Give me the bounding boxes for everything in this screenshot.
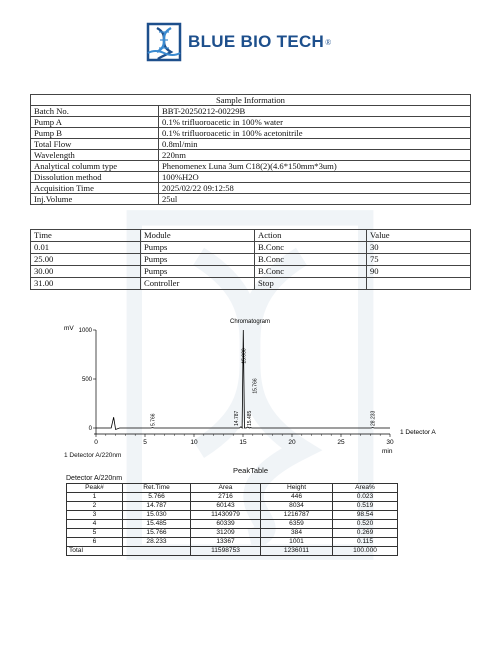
chart-peak-labels <box>151 348 377 426</box>
peak-cell: 5.766 <box>123 493 191 502</box>
gradient-body <box>31 242 471 290</box>
sample-info-row <box>31 150 471 161</box>
peak-cell: 0.115 <box>333 538 398 547</box>
peak-cell: 0.520 <box>333 520 398 529</box>
chart-y-tick-label: 500 <box>81 377 92 383</box>
peak-header-cell: Peak# <box>67 484 123 493</box>
chart-peak-label: 14.787 <box>233 410 240 426</box>
peak-header-row <box>67 484 398 493</box>
gradient-row <box>31 242 471 254</box>
peak-row <box>67 529 398 538</box>
peak-row <box>67 520 398 529</box>
peak-total-cell <box>123 547 191 556</box>
sample-info-value: 0.1% trifluoroacetic in 100% acetonitrile <box>159 128 471 139</box>
gradient-cell: Controller <box>141 278 255 290</box>
peak-total-cell: 1236011 <box>261 547 333 556</box>
peak-cell: 2 <box>67 502 123 511</box>
sample-info-row <box>31 128 471 139</box>
gradient-cell: B.Conc <box>255 266 367 278</box>
peak-cell: 0.519 <box>333 502 398 511</box>
peak-cell: 13367 <box>191 538 261 547</box>
chart-x-axis-label: min <box>382 448 393 455</box>
peak-cell: 28.233 <box>123 538 191 547</box>
peak-cell: 14.787 <box>123 502 191 511</box>
sample-info-header-row <box>31 95 471 106</box>
chart-y-tick-label: 0 <box>88 426 92 432</box>
gradient-cell: 30 <box>367 242 471 254</box>
peak-cell: 15.766 <box>123 529 191 538</box>
sample-info-value: 0.1% trifluoroacetic in 100% water <box>159 117 471 128</box>
chart-peak-label: 5.766 <box>150 413 157 426</box>
peak-total-cell: 100.000 <box>333 547 398 556</box>
gradient-header-cell: Time <box>31 230 141 242</box>
peak-cell: 6 <box>67 538 123 547</box>
gradient-cell: Pumps <box>141 266 255 278</box>
peak-cell: 1216787 <box>261 511 333 520</box>
peak-row <box>67 493 398 502</box>
gradient-cell: Stop <box>255 278 367 290</box>
peak-header-cell: Area <box>191 484 261 493</box>
gradient-header-cell: Action <box>255 230 367 242</box>
chart-trace <box>96 330 390 429</box>
gradient-header-cell: Module <box>141 230 255 242</box>
gradient-cell: 31.00 <box>31 278 141 290</box>
peak-cell: 5 <box>67 529 123 538</box>
peak-cell: 11430979 <box>191 511 261 520</box>
dna-logo-icon <box>146 22 182 62</box>
gradient-row <box>31 278 471 290</box>
chromatogram-chart <box>60 314 440 464</box>
chart-x-tick-label: 30 <box>386 439 394 446</box>
peak-cell: 60339 <box>191 520 261 529</box>
gradient-cell: 25.00 <box>31 254 141 266</box>
sample-info-row <box>31 183 471 194</box>
peak-table-detector: Detector A/220nm <box>66 475 123 482</box>
gradient-program-table <box>30 229 471 290</box>
peak-cell: 15.485 <box>123 520 191 529</box>
sample-info-table <box>30 94 471 205</box>
peak-cell: 0.023 <box>333 493 398 502</box>
sample-info-title: Sample Information <box>31 95 471 106</box>
gradient-header-row <box>31 230 471 242</box>
gradient-cell: 75 <box>367 254 471 266</box>
chart-y-tick-label: 1000 <box>78 328 92 334</box>
peak-cell: 2716 <box>191 493 261 502</box>
sample-info-value: 100%H2O <box>159 172 471 183</box>
peak-cell: 8034 <box>261 502 333 511</box>
sample-info-key: Inj.Volume <box>31 194 159 205</box>
gradient-cell <box>367 278 471 290</box>
peak-cell: 4 <box>67 520 123 529</box>
gradient-cell: 30.00 <box>31 266 141 278</box>
peak-row <box>67 511 398 520</box>
sample-info-row <box>31 117 471 128</box>
peak-total-row <box>67 547 398 556</box>
gradient-cell: Pumps <box>141 254 255 266</box>
sample-info-row <box>31 139 471 150</box>
peak-header-cell: Height <box>261 484 333 493</box>
chart-x-tick-label: 5 <box>143 439 147 446</box>
peak-row <box>67 538 398 547</box>
chart-peak-label: 15.766 <box>252 378 259 394</box>
chart-peak-label: 15.030 <box>241 348 248 364</box>
sample-info-key: Dissolution method <box>31 172 159 183</box>
gradient-row <box>31 266 471 278</box>
peak-cell: 60143 <box>191 502 261 511</box>
chart-x-tick-label: 0 <box>94 439 98 446</box>
chart-footer-label: 1 Detector A/220nm <box>64 452 122 459</box>
sample-info-key: Batch No. <box>31 106 159 117</box>
peak-total-cell: 11598753 <box>191 547 261 556</box>
sample-info-key: Acquisition Time <box>31 183 159 194</box>
chart-peak-label: 28.233 <box>370 410 377 426</box>
sample-info-key: Pump A <box>31 117 159 128</box>
registered-mark: ® <box>325 37 332 47</box>
sample-info-key: Analytical columm type <box>31 161 159 172</box>
peak-cell: 3 <box>67 511 123 520</box>
brand-logo <box>146 22 331 62</box>
sample-info-key: Total Flow <box>31 139 159 150</box>
peak-cell: 446 <box>261 493 333 502</box>
sample-info-value: BBT-20250212-00229B <box>159 106 471 117</box>
peak-row <box>67 502 398 511</box>
chart-y-axis-label: mV <box>64 325 74 332</box>
gradient-cell: Pumps <box>141 242 255 254</box>
chart-series-label: 1 Detector A <box>400 429 436 436</box>
sample-info-value: 0.8ml/min <box>159 139 471 150</box>
chart-peak-label: 15.485 <box>246 410 253 426</box>
sample-info-key: Wavelength <box>31 150 159 161</box>
sample-info-value: 220nm <box>159 150 471 161</box>
gradient-cell: 90 <box>367 266 471 278</box>
sample-info-value: Phenomenex Luna 3um C18(2)(4.6*150mm*3um) <box>159 161 471 172</box>
peak-table-title: PeakTable <box>232 466 269 475</box>
brand-name: BLUE BIO TECH <box>188 32 325 51</box>
peak-cell: 384 <box>261 529 333 538</box>
sample-info-row <box>31 194 471 205</box>
sample-info-row <box>31 172 471 183</box>
peak-cell: 15.030 <box>123 511 191 520</box>
chart-x-tick-label: 15 <box>239 439 247 446</box>
peak-body <box>67 493 398 556</box>
chart-x-tick-label: 20 <box>288 439 296 446</box>
peak-cell: 1001 <box>261 538 333 547</box>
sample-info-body <box>31 106 471 205</box>
peak-cell: 31209 <box>191 529 261 538</box>
gradient-cell: 0.01 <box>31 242 141 254</box>
chart-series-line <box>96 330 390 429</box>
chart-title: Chromatogram <box>229 319 271 325</box>
gradient-cell: B.Conc <box>255 242 367 254</box>
sample-info-row <box>31 161 471 172</box>
sample-info-value: 25ul <box>159 194 471 205</box>
peak-header-cell: Ret.Time <box>123 484 191 493</box>
peak-cell: 0.269 <box>333 529 398 538</box>
peak-cell: 1 <box>67 493 123 502</box>
peak-header-cell: Area% <box>333 484 398 493</box>
gradient-header-cell: Value <box>367 230 471 242</box>
peak-cell: 98.54 <box>333 511 398 520</box>
sample-info-key: Pump B <box>31 128 159 139</box>
gradient-cell: B.Conc <box>255 254 367 266</box>
sample-info-value: 2025/02/22 09:12:58 <box>159 183 471 194</box>
peak-total-cell: Total <box>67 547 123 556</box>
chart-x-tick-label: 10 <box>190 439 198 446</box>
chart-x-tick-label: 25 <box>337 439 345 446</box>
peak-table <box>66 483 398 556</box>
sample-info-row <box>31 106 471 117</box>
peak-cell: 6359 <box>261 520 333 529</box>
gradient-row <box>31 254 471 266</box>
